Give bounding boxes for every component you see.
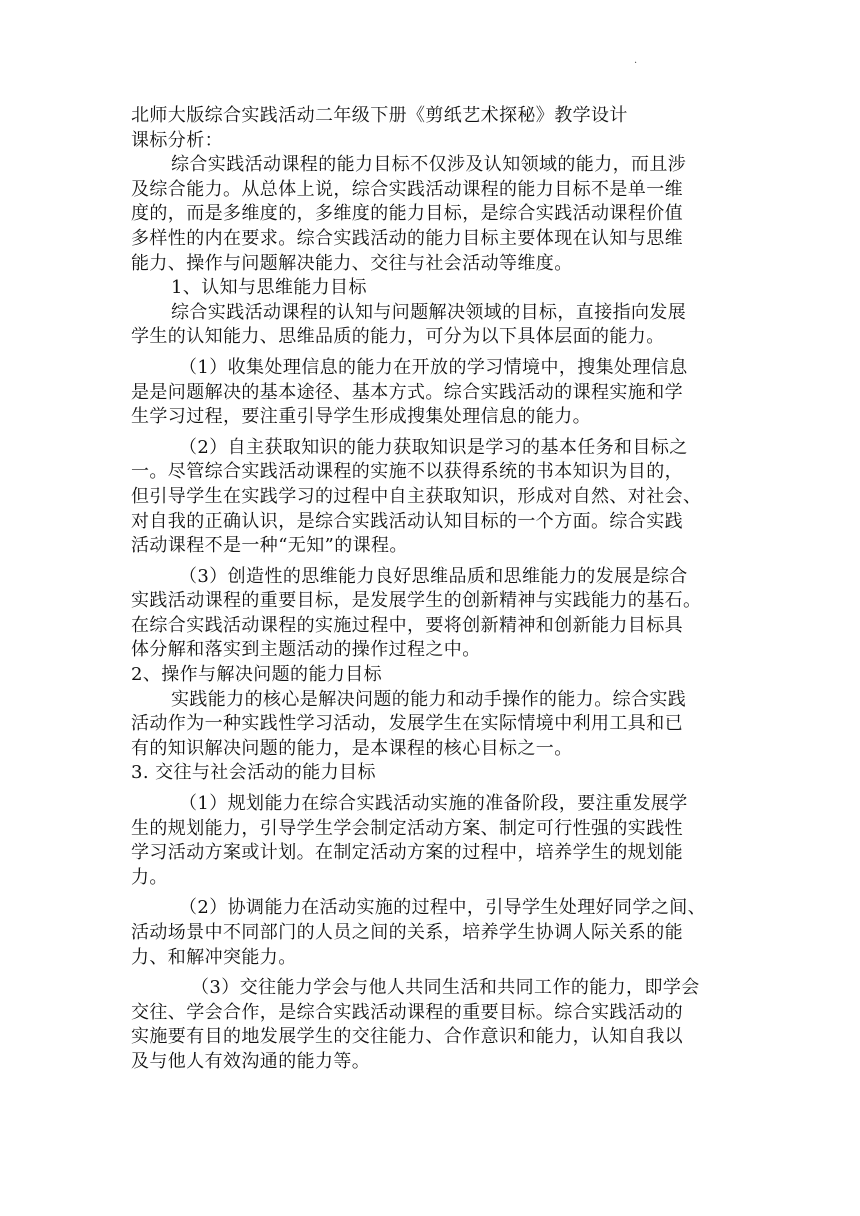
paragraph-line: 3. 交往与社会活动的能力目标 (131, 762, 376, 784)
paragraph-line: 活动场景中不同部门的人员之间的关系，培养学生协调人际关系的能 (131, 922, 683, 943)
paragraph-line: （3）创造性的思维能力良好思维品质和思维能力的发展是综合 (179, 565, 688, 587)
paragraph-line: 交往、学会合作，是综合实践活动课程的重要目标。综合实践活动的 (131, 1001, 683, 1023)
paragraph-line: 学生的认知能力、思维品质的能力，可分为以下具体层面的能力。 (131, 326, 665, 348)
paragraph-line: 综合实践活动课程的认知与问题解决领域的目标，直接指向发展 (171, 301, 687, 323)
paragraph-line: 实践能力的核心是解决问题的能力和动手操作的能力。综合实践 (171, 688, 687, 710)
paragraph-line: 活动作为一种实践性学习活动，发展学生在实际情境中利用工具和已 (131, 713, 683, 735)
paragraph-line: 综合实践活动课程的能力目标不仅涉及认知领域的能力，而且涉 (171, 154, 687, 176)
paragraph-line: 生的规划能力，引导学生学会制定活动方案、制定可行性强的实践性 (131, 817, 683, 839)
paragraph-line: （2）协调能力在活动实施的过程中，引导学生处理好同学之间、 (179, 897, 707, 919)
paragraph-line: 是是问题解决的基本途径、基本方式。综合实践活动的课程实施和学 (131, 381, 683, 403)
document-title: 北师大版综合实践活动二年级下册《剪纸艺术探秘》教学设计 (131, 105, 628, 126)
paragraph-line: 及综合能力。从总体上说，综合实践活动课程的能力目标不是单一维 (131, 178, 683, 200)
paragraph-line: 2、操作与解决问题的能力目标 (131, 664, 383, 686)
paragraph-line: 活动课程不是一种“无知”的课程。 (131, 535, 408, 557)
paragraph-line: （1）规划能力在综合实践活动实施的准备阶段，要注重发展学 (179, 793, 688, 815)
paragraph-line: 体分解和落实到主题活动的操作过程之中。 (131, 639, 481, 661)
paragraph-line: 生学习过程，要注重引导学生形成搜集处理信息的能力。 (131, 406, 591, 428)
paragraph-line: （2）自主获取知识的能力获取知识是学习的基本任务和目标之 (179, 436, 688, 458)
paragraph-line: 学习活动方案或计划。在制定活动方案的过程中，培养学生的规划能 (131, 842, 683, 864)
paragraph-line: 一。尽管综合实践活动课程的实施不以获得系统的书本知识为目的， (131, 461, 683, 483)
paragraph-line: （1）收集处理信息的能力在开放的学习情境中，搜集处理信息 (179, 356, 688, 378)
paragraph-line: 但引导学生在实践学习的过程中自主获取知识，形成对自然、对社会、 (131, 485, 702, 507)
paragraph-line: 实践活动课程的重要目标，是发展学生的创新精神与实践能力的基石。 (131, 590, 702, 612)
paragraph-line: 及与他人有效沟通的能力等。 (131, 1050, 371, 1072)
paragraph-line: 有的知识解决问题的能力，是本课程的核心目标之一。 (131, 737, 573, 759)
paragraph-line: 课标分析： (131, 129, 223, 151)
paragraph-line: 对自我的正确认识，是综合实践活动认知目标的一个方面。综合实践 (131, 510, 683, 532)
document-body (131, 104, 731, 1075)
paragraph-line: 度的，而是多维度的，多维度的能力目标，是综合实践活动课程价值 (131, 203, 683, 225)
corner-dot-mark: · (634, 58, 638, 69)
paragraph-line: 力、和解冲突能力。 (131, 946, 297, 968)
paragraph-line: （3）交往能力学会与他人共同生活和共同工作的能力，即学会 (191, 977, 700, 999)
paragraph-line: 多样性的内在要求。综合实践活动的能力目标主要体现在认知与思维 (131, 227, 683, 249)
paragraph-line: 实施要有目的地发展学生的交往能力、合作意识和能力，认知自我以 (131, 1026, 683, 1048)
paragraph-line: 在综合实践活动课程的实施过程中，要将创新精神和创新能力目标具 (131, 614, 683, 636)
paragraph-line: 力。 (131, 866, 168, 888)
paragraph-line: 能力、操作与问题解决能力、交往与社会活动等维度。 (131, 252, 573, 274)
paragraph-line: 1、认知与思维能力目标 (171, 277, 367, 299)
